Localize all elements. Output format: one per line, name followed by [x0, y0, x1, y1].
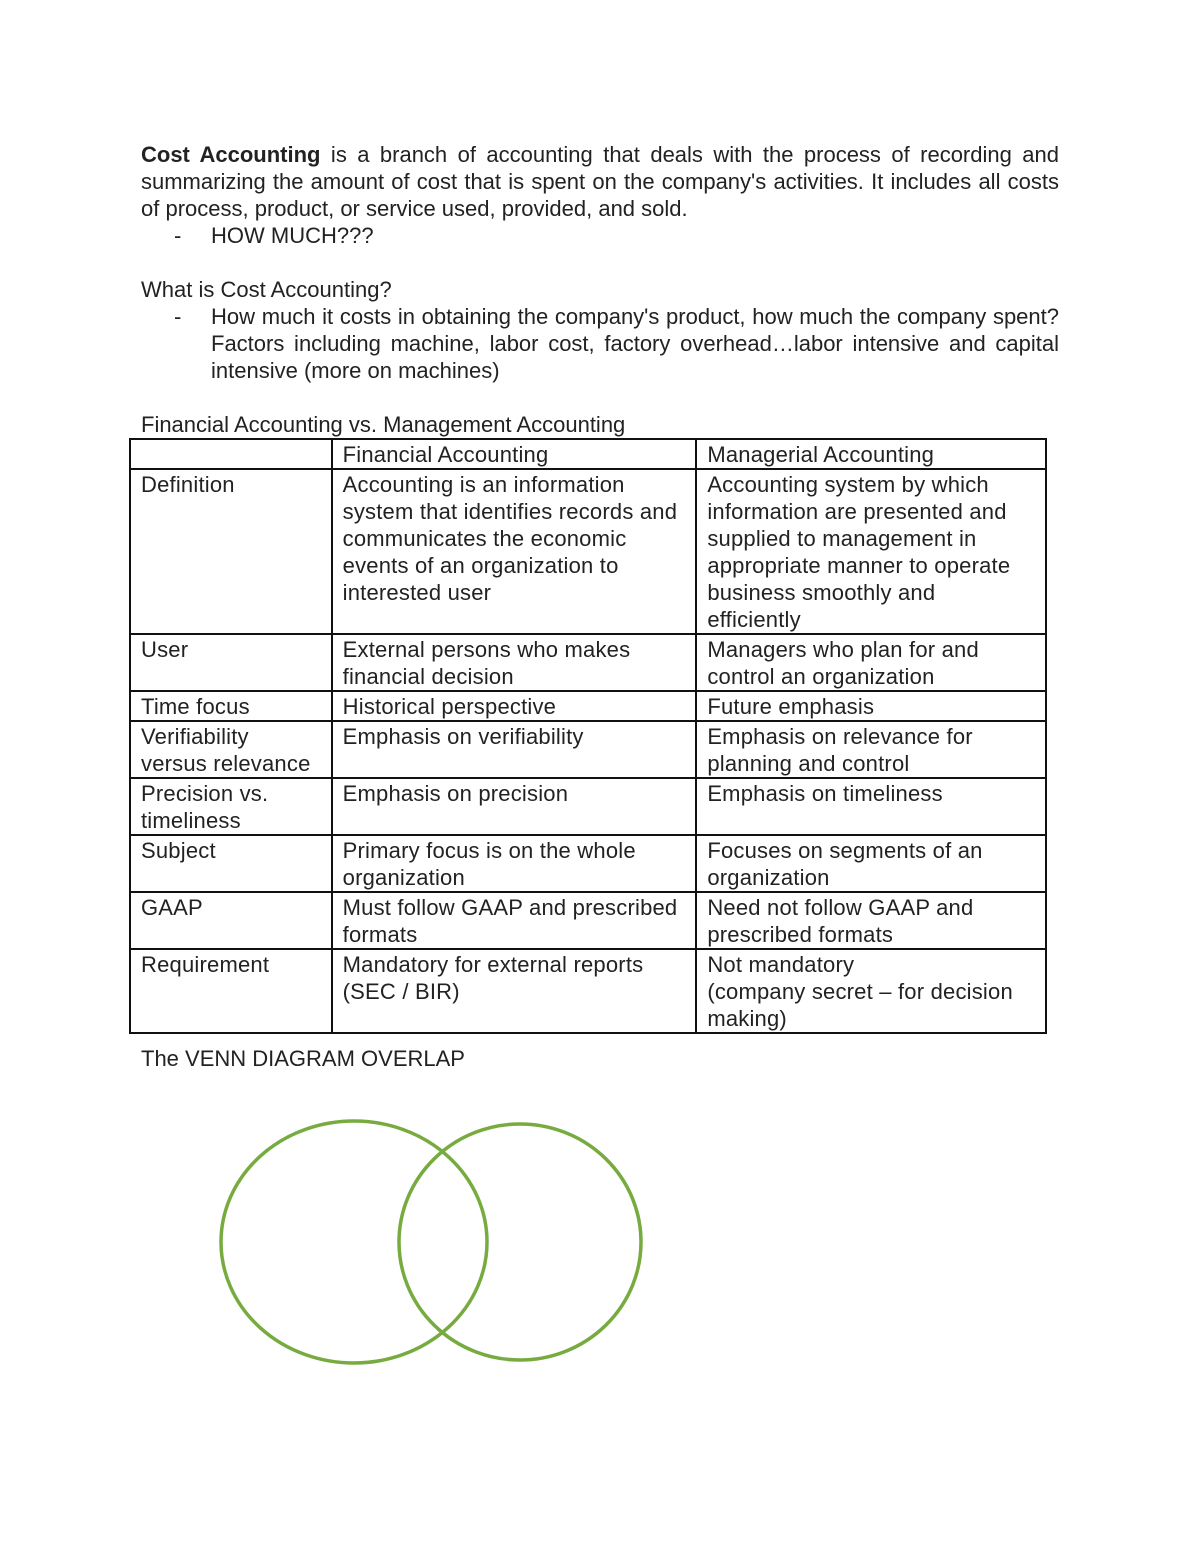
comparison-title: Financial Accounting vs. Management Accounting [141, 412, 626, 437]
row-label: User [130, 634, 332, 691]
managerial-cell: Emphasis on timeliness [696, 778, 1046, 835]
intro-term: Cost Accounting [141, 142, 321, 167]
row-label: Requirement [130, 949, 332, 1033]
what-is-bullet-list [141, 303, 1059, 384]
managerial-cell: Need not follow GAAP and prescribed formats [696, 892, 1046, 949]
managerial-cell: Emphasis on relevance for planning and control [696, 721, 1046, 778]
managerial-cell [696, 949, 1046, 1033]
table-row [130, 634, 1046, 691]
comparison-table [129, 438, 1047, 1034]
financial-cell: External persons who makes financial decision [332, 634, 697, 691]
financial-cell: Primary focus is on the whole organization [332, 835, 697, 892]
table-row [130, 691, 1046, 721]
header-cell-financial: Financial Accounting [332, 439, 697, 469]
list-item [141, 222, 1059, 249]
managerial-cell: Accounting system by which information are presented and supplied to management in appropriate manner to operate business smoothly and efficiently [696, 469, 1046, 634]
row-label: Time focus [130, 691, 332, 721]
what-is-bullet-text: How much it costs in obtaining the company's product, how much the company spent? Factors including machine, labor cost, factory overhead…labor intensive and capital intensive (more on machines) [211, 304, 1059, 383]
intro-definition: is a branch of accounting that deals with the process of recording and summarizing the amount of cost that is spent on the company's activities. It includes all costs of process, product, or service used, provided, and sold. [141, 142, 1059, 221]
row-label: Definition [130, 469, 332, 634]
managerial-cell: Focuses on segments of an organization [696, 835, 1046, 892]
intro-bullet-text: HOW MUCH??? [211, 223, 374, 248]
header-cell-managerial: Managerial Accounting [696, 439, 1046, 469]
financial-cell: Must follow GAAP and prescribed formats [332, 892, 697, 949]
venn-title: The VENN DIAGRAM OVERLAP [141, 1046, 465, 1071]
intro-paragraph [141, 141, 1059, 222]
table-row [130, 949, 1046, 1033]
financial-cell: Emphasis on verifiability [332, 721, 697, 778]
table-row [130, 469, 1046, 634]
venn-circle-right [399, 1124, 641, 1360]
row-label: Precision vs. timeliness [130, 778, 332, 835]
venn-circle-left [221, 1121, 487, 1363]
document-body [141, 141, 1059, 438]
financial-cell: Accounting is an information system that identifies records and communicates the economic events of an organization to interested user [332, 469, 697, 634]
row-label: Verifiability versus relevance [130, 721, 332, 778]
table-row [130, 778, 1046, 835]
dash-bullet-icon: - [174, 304, 182, 329]
header-cell-empty [130, 439, 332, 469]
list-item [141, 303, 1059, 384]
financial-cell: Mandatory for external reports (SEC / BIR) [332, 949, 697, 1033]
venn-diagram [200, 1100, 660, 1380]
managerial-cell: Managers who plan for and control an organization [696, 634, 1046, 691]
managerial-cell: Future emphasis [696, 691, 1046, 721]
table-row [130, 892, 1046, 949]
dash-bullet-icon: - [174, 223, 182, 248]
financial-cell: Emphasis on precision [332, 778, 697, 835]
financial-cell: Historical perspective [332, 691, 697, 721]
table-header-row [130, 439, 1046, 469]
row-label: GAAP [130, 892, 332, 949]
table-row [130, 835, 1046, 892]
table-row [130, 721, 1046, 778]
intro-bullet-list [141, 222, 1059, 249]
managerial-note: (company secret – for decision making) [707, 979, 1013, 1031]
row-label: Subject [130, 835, 332, 892]
what-is-question: What is Cost Accounting? [141, 277, 392, 302]
managerial-text: Not mandatory [707, 952, 855, 977]
